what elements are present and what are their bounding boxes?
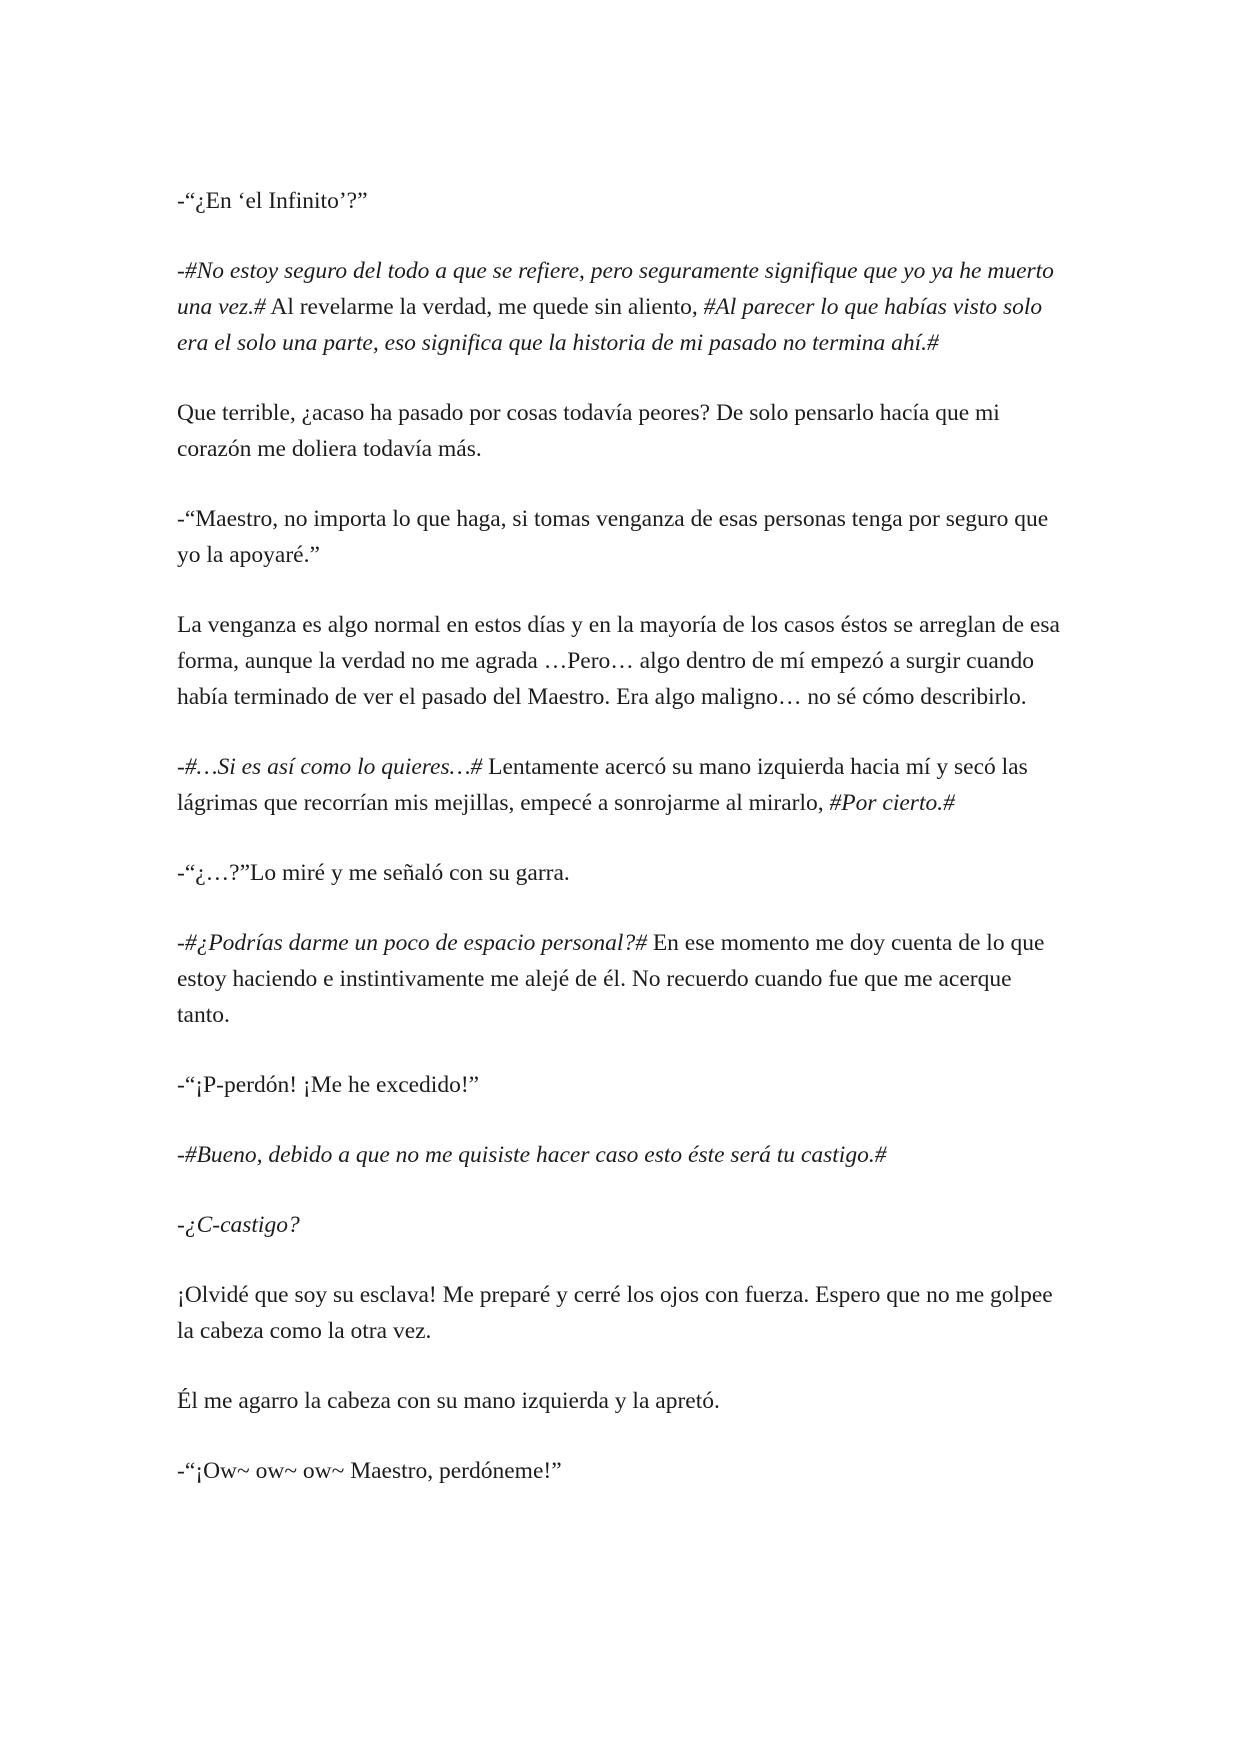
narration-text: En ese momento me doy cuenta de lo que estoy haciendo e instintivamente me alejé de él. No recuerdo cuando fue que me acerque tanto. [177, 930, 1045, 1028]
paragraph-1 [177, 183, 1067, 219]
dialogue-text: -“¿…?”Lo miré y me señaló con su garra. [177, 860, 570, 886]
paragraph-12 [177, 1277, 1067, 1349]
paragraph-14 [177, 1453, 1067, 1489]
narration-text: Él me agarro la cabeza con su mano izquierda y la apretó. [177, 1388, 720, 1414]
paragraph-9 [177, 1067, 1067, 1103]
dialogue-text: -“¿En ‘el Infinito’?” [177, 188, 368, 214]
paragraph-10 [177, 1137, 1067, 1173]
italic-dialogue: #Al parecer lo que habías visto solo era el solo una parte, eso significa que la historia de mi pasado no termina ahí.# [177, 294, 1043, 356]
narration-text: Que terrible, ¿acaso ha pasado por cosas todavía peores? De solo pensarlo hacía que mi corazón me doliera todavía más. [177, 400, 1000, 462]
paragraph-5 [177, 607, 1067, 715]
narration-text: Lentamente acercó su mano izquierda hacia mí y secó las lágrimas que recorrían mis mejillas, empecé a sonrojarme al mirarlo, [177, 754, 1028, 816]
italic-dialogue: -#¿Podrías darme un poco de espacio personal?# [177, 930, 647, 956]
paragraph-7 [177, 855, 1067, 891]
dialogue-text: -“¡P-perdón! ¡Me he excedido!” [177, 1072, 480, 1098]
italic-dialogue: -#Bueno, debido a que no me quisiste hacer caso esto éste será tu castigo.# [177, 1142, 887, 1168]
document-page [177, 183, 1067, 1523]
paragraph-11 [177, 1207, 1067, 1243]
italic-dialogue: -#…Si es así como lo quieres…# [177, 754, 483, 780]
paragraph-6 [177, 749, 1067, 821]
italic-dialogue: -¿C-castigo? [177, 1212, 300, 1238]
italic-dialogue: -#No estoy seguro del todo a que se refiere, pero seguramente signifique que yo ya he muerto una vez.# [177, 258, 1054, 320]
paragraph-13 [177, 1383, 1067, 1419]
italic-dialogue: #Por cierto.# [829, 790, 955, 816]
narration-text: Al revelarme la verdad, me quede sin aliento, [265, 294, 704, 320]
paragraph-3 [177, 395, 1067, 467]
narration-text: ¡Olvidé que soy su esclava! Me preparé y cerré los ojos con fuerza. Espero que no me golpee la cabeza como la otra vez. [177, 1282, 1053, 1344]
paragraph-8 [177, 925, 1067, 1033]
paragraph-2 [177, 253, 1067, 361]
dialogue-text: -“¡Ow~ ow~ ow~ Maestro, perdóneme!” [177, 1458, 562, 1484]
narration-text: La venganza es algo normal en estos días y en la mayoría de los casos éstos se arreglan de esa forma, aunque la verdad no me agrada …Pero… algo dentro de mí empezó a surgir cuando había terminado de ver el pasado del Maestro. Era algo maligno… no sé cómo describirlo. [177, 612, 1060, 710]
paragraph-4 [177, 501, 1067, 573]
dialogue-text: -“Maestro, no importa lo que haga, si tomas venganza de esas personas tenga por seguro que yo la apoyaré.” [177, 506, 1049, 568]
